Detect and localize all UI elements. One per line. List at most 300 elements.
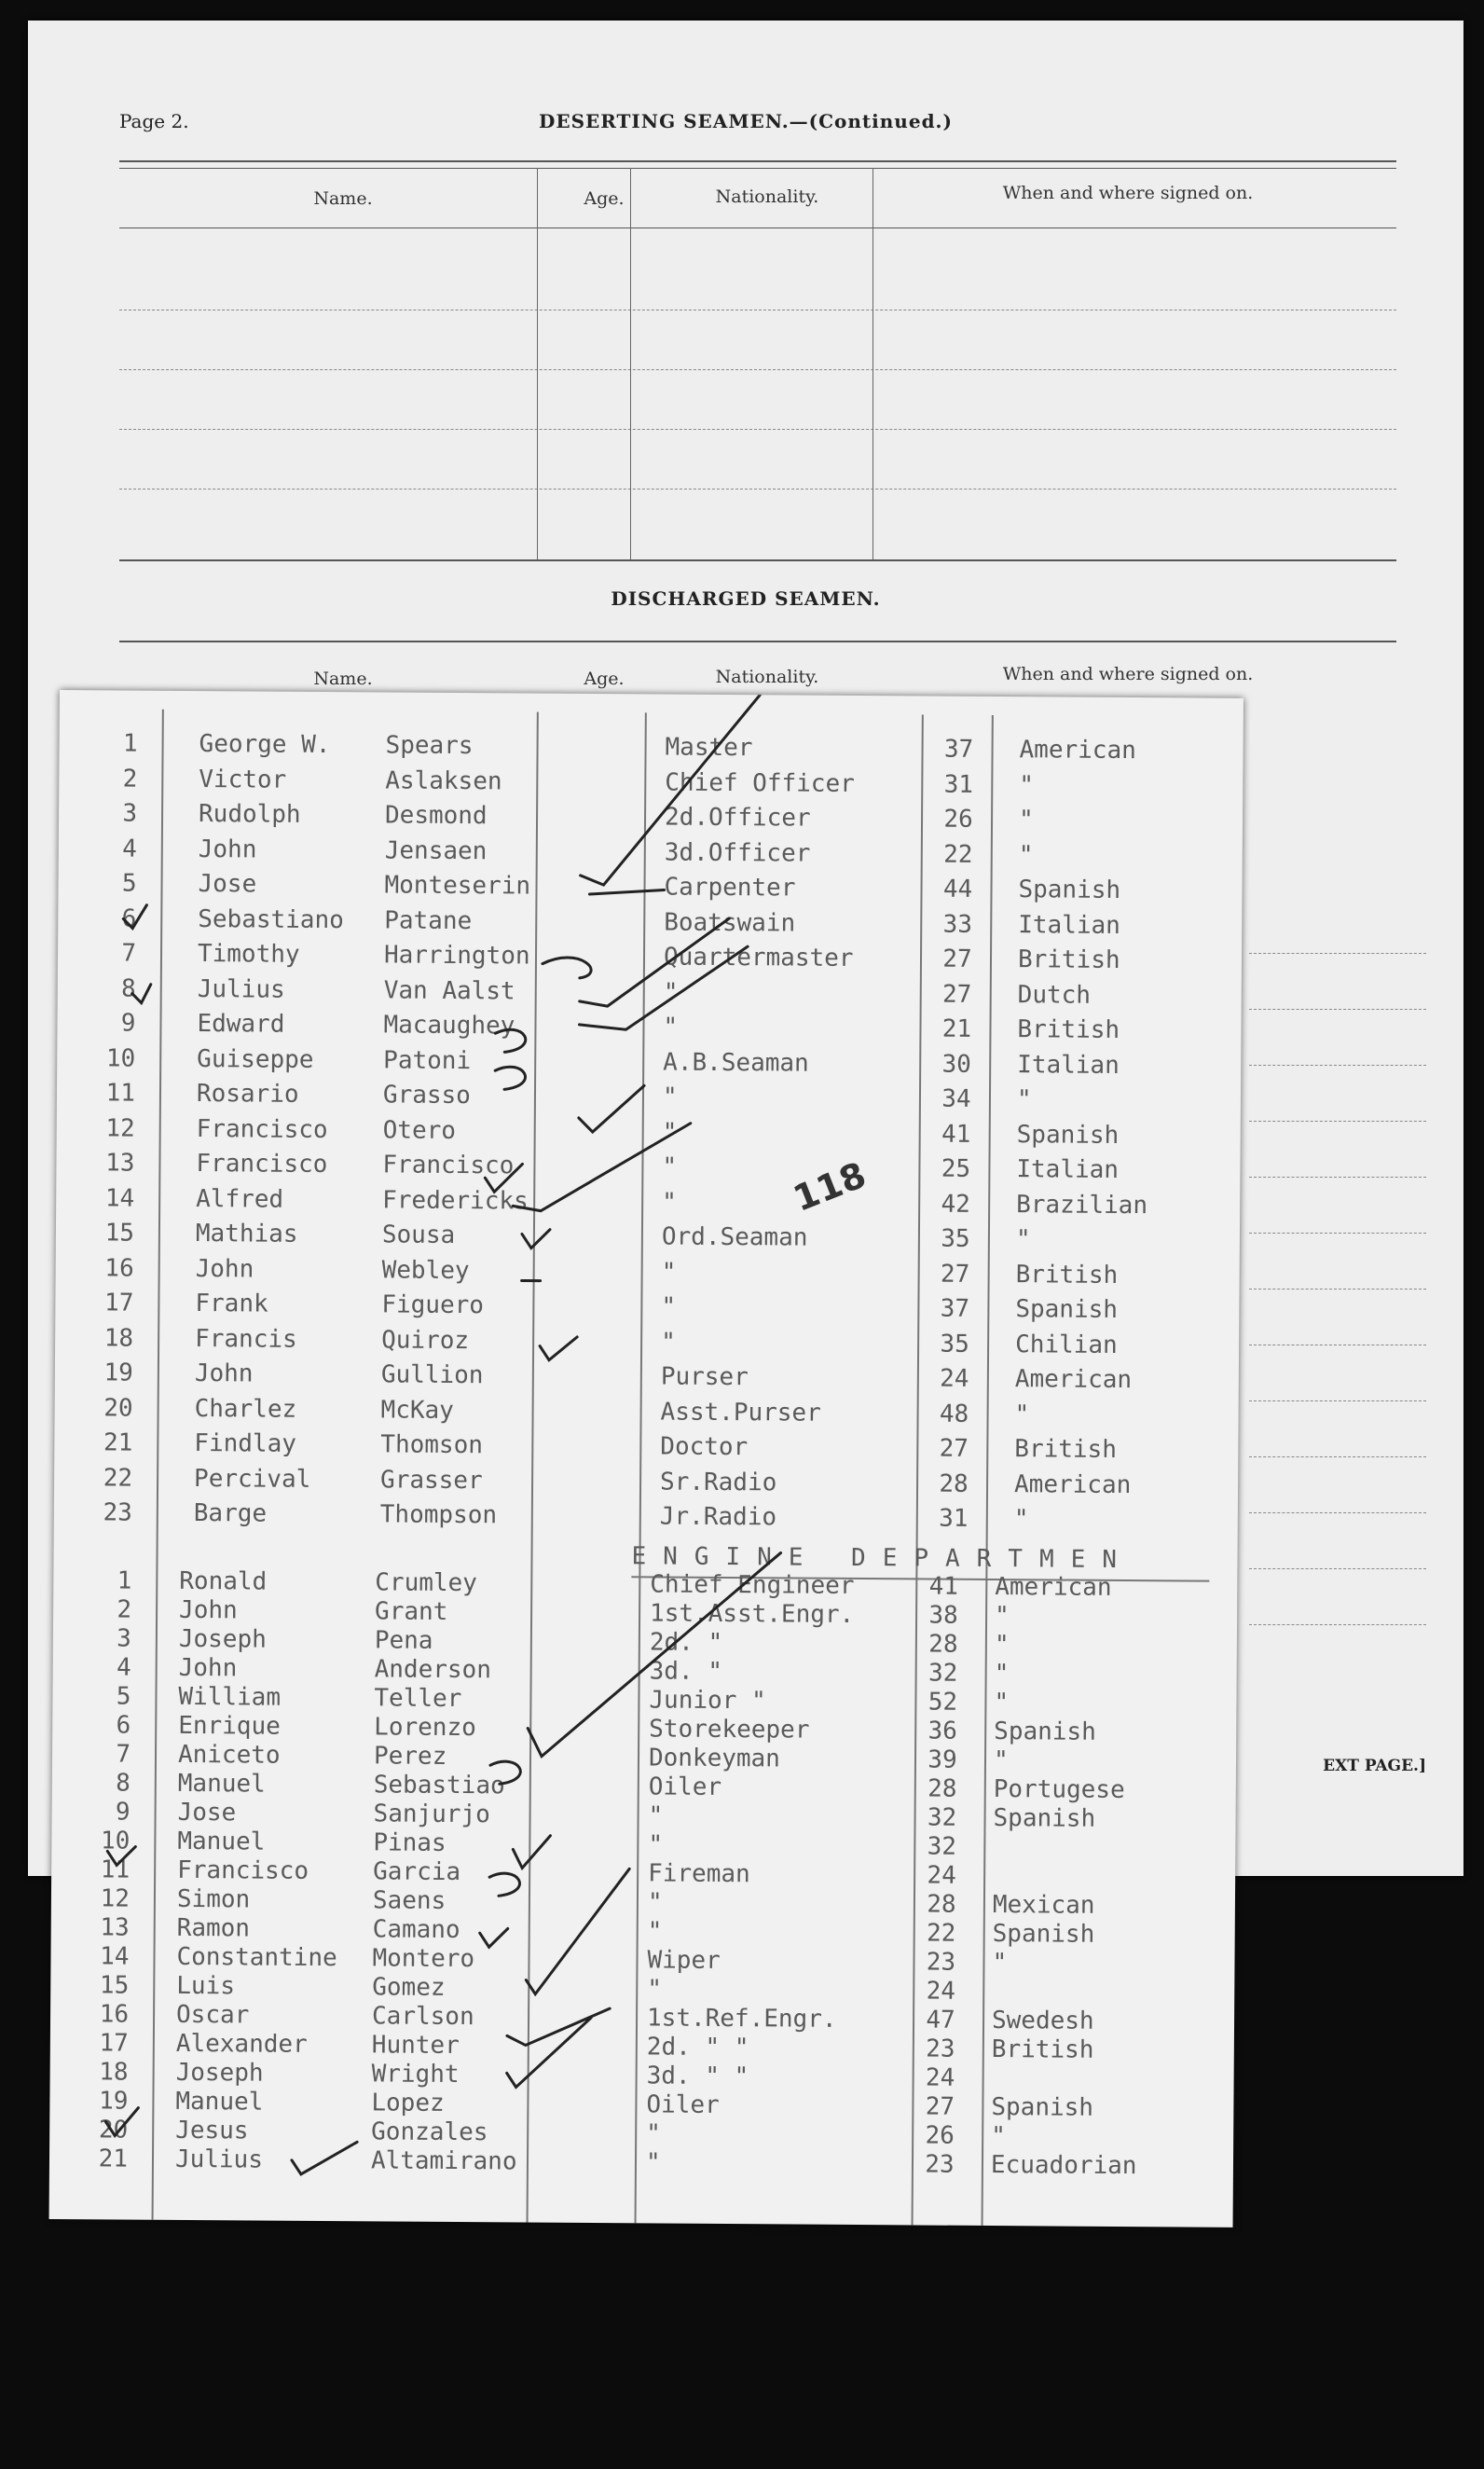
first-name: Percival — [193, 1464, 311, 1494]
first-name: Frank — [195, 1290, 268, 1318]
last-name: Quiroz — [381, 1325, 470, 1355]
last-name: Grasser — [379, 1465, 483, 1495]
rank: Quartermaster — [663, 943, 854, 972]
last-name: Spears — [385, 731, 474, 761]
first-name: Enrique — [178, 1711, 281, 1741]
last-name: Webley — [381, 1255, 470, 1285]
rank: 2d. " " — [646, 2033, 749, 2062]
row-number: 7 — [121, 939, 137, 968]
row-number: 21 — [98, 2145, 129, 2173]
last-name: Pena — [374, 1626, 433, 1655]
row-number: 22 — [103, 1463, 133, 1493]
first-name: Barge — [193, 1499, 268, 1528]
last-name: Altamirano — [370, 2146, 517, 2176]
rank: Oiler — [646, 2090, 720, 2119]
last-name: Sousa — [381, 1221, 456, 1249]
rank: Jr.Radio — [659, 1502, 777, 1532]
rank: 3d. " " — [646, 2062, 749, 2091]
rank: " — [662, 1083, 678, 1111]
last-name: Desmond — [384, 801, 488, 831]
row-number: 17 — [103, 1289, 134, 1317]
crew-row — [55, 1393, 1239, 1429]
col-name: Name. — [313, 188, 373, 209]
last-name: Pinas — [373, 1828, 447, 1857]
row-number: 18 — [99, 2058, 129, 2087]
rank: Junior " — [649, 1686, 766, 1716]
last-name: Francisco — [382, 1151, 515, 1180]
age: 23 — [926, 1948, 956, 1977]
first-name: Edward — [197, 1010, 285, 1039]
last-name: Patane — [384, 905, 473, 935]
first-name: Victor — [199, 765, 287, 794]
first-name: Francis — [195, 1324, 297, 1354]
last-name: Lopez — [371, 2089, 445, 2117]
rank: Chief Engineer — [650, 1570, 855, 1600]
first-name: Julius — [174, 2145, 264, 2174]
nationality: British — [1014, 1435, 1118, 1464]
row-number: 3 — [117, 1624, 132, 1653]
last-name: Van Aalst — [383, 975, 515, 1005]
nationality: Spanish — [992, 1920, 1095, 1949]
last-name: Figuero — [381, 1290, 485, 1320]
first-name: Luis — [176, 1971, 236, 2001]
first-name: Rudolph — [198, 800, 301, 829]
first-name: Constantine — [176, 1942, 337, 1973]
nationality: Spanish — [991, 2093, 1094, 2122]
rank: 2d. " — [649, 1628, 723, 1657]
rank: A.B.Seaman — [663, 1048, 809, 1078]
next-page-note: EXT PAGE.] — [1323, 1757, 1426, 1775]
crew-row — [59, 799, 1243, 835]
crew-row — [56, 1253, 1240, 1290]
first-name: Manuel — [177, 1769, 266, 1799]
age: 24 — [926, 1977, 956, 2006]
row-number: 14 — [100, 1942, 130, 1971]
row-number: 4 — [122, 834, 137, 863]
nationality: Italian — [1018, 910, 1120, 940]
age: 41 — [928, 1572, 959, 1601]
age: 25 — [941, 1154, 971, 1183]
row-number: 17 — [99, 2029, 129, 2058]
age: 21 — [941, 1014, 972, 1043]
nationality: " — [1016, 1085, 1032, 1114]
first-name: Findlay — [194, 1429, 297, 1458]
divider — [537, 168, 538, 559]
col-age: Age. — [584, 669, 625, 689]
rank: " — [648, 1801, 664, 1830]
last-name: Garcia — [373, 1857, 461, 1887]
nationality: Spanish — [994, 1717, 1096, 1746]
nationality: Ecuadorian — [990, 2151, 1137, 2181]
discharged-seamen-title: DISCHARGED SEAMEN. — [611, 587, 881, 610]
engine-department-header: ENGINE DEPARTMEN — [631, 1542, 1134, 1575]
last-name: Anderson — [374, 1655, 492, 1685]
first-name: Aniceto — [177, 1740, 281, 1770]
last-name: Grasso — [382, 1081, 471, 1110]
crew-row — [55, 1323, 1239, 1359]
nationality: " — [1018, 806, 1034, 834]
nationality: Spanish — [1018, 876, 1121, 904]
age: 39 — [928, 1745, 957, 1774]
last-name: Fredericks — [382, 1185, 529, 1216]
crew-row — [55, 1359, 1239, 1395]
rank: " — [647, 1917, 663, 1946]
last-name: Aslaksen — [385, 766, 502, 795]
row-number: 16 — [104, 1253, 134, 1283]
age: 28 — [927, 1890, 956, 1919]
first-name: Guiseppe — [197, 1044, 314, 1074]
dash-line — [1249, 1009, 1426, 1010]
col-signed-on: When and where signed on. — [1002, 664, 1254, 684]
row-number: 19 — [103, 1359, 133, 1387]
first-name: Joseph — [175, 2058, 264, 2088]
row-number: 21 — [103, 1428, 133, 1457]
rule — [119, 160, 1396, 162]
last-name: Thomson — [380, 1430, 484, 1460]
row-number: 15 — [99, 1971, 130, 2000]
row-number: 12 — [100, 1884, 131, 1913]
page-label: Page 2. — [119, 110, 189, 132]
first-name: Francisco — [196, 1114, 328, 1144]
rank: " — [661, 1258, 677, 1287]
col-age: Age. — [584, 188, 625, 209]
age: 24 — [940, 1364, 969, 1393]
row-number: 15 — [104, 1219, 135, 1248]
rank: " — [648, 1830, 664, 1859]
first-name: Alexander — [175, 2029, 308, 2059]
dash-line — [1249, 953, 1426, 954]
dash-line — [1249, 1512, 1426, 1513]
row-number: 8 — [121, 973, 136, 1003]
divider — [630, 168, 631, 559]
last-name: Patoni — [383, 1045, 472, 1075]
age: 27 — [939, 1434, 969, 1463]
rank: " — [663, 978, 679, 1007]
nationality: British — [1017, 945, 1120, 974]
rank: Storekeeper — [649, 1715, 810, 1745]
crew-row — [57, 1043, 1241, 1080]
last-name: Crumley — [375, 1568, 478, 1598]
dash-line — [119, 429, 1396, 430]
dash-line — [1249, 1568, 1426, 1569]
nationality: American — [1014, 1365, 1133, 1395]
dash-line — [1249, 1289, 1426, 1290]
age: 22 — [943, 840, 973, 869]
last-name: Macaughey — [383, 1011, 515, 1041]
row-number: 4 — [116, 1653, 131, 1682]
age: 26 — [943, 805, 973, 834]
rank: " — [646, 2119, 661, 2148]
age: 31 — [943, 770, 974, 799]
first-name: Ronald — [179, 1566, 268, 1596]
age: 26 — [925, 2121, 955, 2150]
first-name: Charlez — [194, 1394, 297, 1424]
rank: Oiler — [648, 1772, 722, 1801]
rank: Boatswain — [664, 908, 796, 938]
age: 47 — [926, 2006, 955, 2035]
age: 27 — [925, 2092, 955, 2121]
crew-row — [56, 1219, 1240, 1255]
nationality: Spanish — [1016, 1120, 1120, 1150]
row-number: 18 — [103, 1323, 134, 1353]
age: 32 — [928, 1659, 958, 1688]
crew-row — [57, 1009, 1241, 1045]
rank: Doctor — [660, 1432, 749, 1462]
first-name: Mathias — [195, 1220, 298, 1248]
first-name: Manuel — [175, 2087, 264, 2117]
rank: 3d. " — [649, 1657, 723, 1686]
row-number: 8 — [116, 1769, 131, 1798]
last-name: Jensaen — [384, 835, 488, 865]
rank: " — [663, 1013, 679, 1041]
nationality: " — [991, 2122, 1006, 2151]
row-number: 14 — [104, 1183, 135, 1213]
nationality: " — [994, 1631, 1010, 1660]
crew-row — [55, 1289, 1239, 1325]
age: 27 — [942, 945, 972, 973]
first-name: John — [194, 1359, 254, 1388]
rank: " — [647, 1975, 663, 2004]
nationality: Mexican — [992, 1891, 1095, 1920]
crew-row — [54, 1463, 1238, 1499]
dash-line — [1249, 1233, 1426, 1234]
col-signed-on: When and where signed on. — [1002, 183, 1254, 203]
crew-row — [58, 973, 1242, 1010]
age: 24 — [925, 2063, 955, 2092]
rank: " — [662, 1118, 678, 1147]
age: 48 — [939, 1400, 969, 1428]
last-name: Thompson — [379, 1500, 498, 1530]
age: 35 — [941, 1224, 970, 1253]
crew-row — [54, 1498, 1238, 1535]
first-name: William — [178, 1682, 282, 1712]
rank: " — [647, 1888, 663, 1917]
crew-row — [58, 869, 1242, 905]
first-name: Rosario — [196, 1080, 299, 1109]
last-name: Hunter — [371, 2031, 460, 2061]
crew-row — [58, 903, 1242, 940]
last-name: Gullion — [380, 1360, 484, 1390]
age: 44 — [942, 875, 973, 903]
age: 32 — [927, 1803, 957, 1832]
nationality: Dutch — [1017, 980, 1092, 1010]
nationality: " — [994, 1660, 1010, 1689]
nationality: " — [1019, 770, 1035, 799]
nationality: " — [993, 1746, 1009, 1775]
age: 28 — [928, 1630, 958, 1659]
age: 37 — [943, 735, 974, 764]
age: 27 — [940, 1260, 970, 1289]
row-number: 20 — [98, 2116, 129, 2145]
rank: " — [662, 1152, 678, 1181]
first-name: Julius — [197, 974, 285, 1004]
nationality: American — [995, 1573, 1112, 1602]
row-number: 9 — [120, 1009, 136, 1038]
rule — [119, 559, 1396, 561]
age: 30 — [941, 1050, 971, 1079]
crew-row — [57, 1113, 1241, 1150]
row-number: 10 — [105, 1043, 136, 1073]
last-name: Montero — [372, 1944, 475, 1974]
rank: Carpenter — [664, 873, 796, 903]
last-name: Gomez — [372, 1973, 446, 2002]
first-name: Alfred — [196, 1184, 284, 1214]
dash-line — [1249, 1456, 1426, 1457]
crew-row — [56, 1183, 1240, 1220]
row-number: 3 — [122, 799, 138, 828]
row-number: 11 — [100, 1855, 131, 1884]
row-number: 7 — [116, 1740, 131, 1769]
rank: Donkeyman — [648, 1744, 781, 1773]
rank: Wiper — [647, 1946, 721, 1975]
first-name: Oscar — [175, 2000, 250, 2030]
age: 35 — [940, 1330, 969, 1359]
rank: " — [661, 1328, 676, 1357]
first-name: Jose — [177, 1798, 237, 1828]
crew-row — [59, 764, 1243, 800]
last-name: Carlson — [371, 2002, 474, 2032]
last-name: Sebastiao — [373, 1771, 505, 1800]
first-name: Francisco — [196, 1150, 328, 1179]
rank: Chief Officer — [665, 768, 855, 798]
first-name: John — [198, 834, 257, 863]
rule — [119, 641, 1396, 642]
first-name: George W. — [199, 730, 331, 760]
age: 28 — [928, 1774, 957, 1803]
first-name: Timothy — [197, 940, 300, 969]
age: 23 — [926, 2035, 955, 2063]
age: 28 — [939, 1469, 969, 1498]
row-number: 9 — [115, 1798, 131, 1827]
nationality: British — [1015, 1260, 1119, 1290]
first-name: John — [195, 1254, 254, 1283]
rank: 1st.Ref.Engr. — [646, 2004, 837, 2034]
nationality: Italian — [1017, 1050, 1120, 1080]
rank: Fireman — [648, 1859, 750, 1889]
rank: Sr.Radio — [659, 1468, 777, 1497]
rank: Purser — [660, 1362, 749, 1392]
last-name: Saens — [372, 1886, 447, 1915]
col-nationality: Nationality. — [715, 667, 819, 687]
rank: " — [661, 1292, 677, 1321]
row-number: 11 — [105, 1079, 136, 1108]
nationality: Spanish — [993, 1804, 1096, 1833]
first-name: Joseph — [178, 1624, 267, 1654]
age: 27 — [941, 980, 972, 1009]
last-name: Gonzales — [371, 2117, 488, 2147]
first-name: Ramon — [176, 1913, 251, 1943]
rank: 2d.Officer — [664, 803, 811, 833]
first-name: Manuel — [177, 1827, 266, 1856]
age: 32 — [927, 1832, 957, 1861]
dash-line — [1249, 1624, 1426, 1625]
last-name: Lorenzo — [374, 1713, 476, 1743]
row-number: 16 — [99, 2000, 130, 2029]
rank: Master — [665, 733, 753, 763]
first-name: Simon — [176, 1884, 251, 1914]
nationality: Brazilian — [1016, 1190, 1148, 1220]
nationality: British — [1017, 1015, 1120, 1044]
last-name: Grant — [375, 1597, 448, 1626]
rank: 1st.Asst.Engr. — [649, 1599, 855, 1629]
age: 41 — [941, 1120, 971, 1149]
dash-line — [119, 369, 1396, 370]
rank: Ord.Seaman — [661, 1222, 808, 1252]
row-number: 20 — [103, 1393, 133, 1423]
last-name: McKay — [380, 1395, 455, 1425]
row-number: 19 — [99, 2087, 129, 2116]
rank: " — [645, 2148, 661, 2177]
age: 33 — [942, 910, 973, 939]
crew-row — [54, 1428, 1238, 1465]
last-name: Teller — [374, 1684, 462, 1714]
rule — [119, 168, 1396, 169]
row-number: 13 — [105, 1149, 135, 1178]
age: 31 — [939, 1504, 969, 1533]
dash-line — [119, 489, 1396, 490]
last-name: Sanjurjo — [373, 1800, 490, 1829]
nationality: " — [992, 1949, 1008, 1978]
crew-row — [56, 1149, 1240, 1185]
deserting-seamen-title: DESERTING SEAMEN.—(Continued.) — [539, 110, 953, 132]
row-number: 13 — [100, 1913, 130, 1942]
crew-list-sheet — [49, 690, 1244, 2228]
nationality: " — [1015, 1225, 1031, 1254]
nationality: Swedesh — [991, 2007, 1094, 2035]
nationality: " — [994, 1602, 1010, 1631]
dash-line — [1249, 1177, 1426, 1178]
nationality: British — [991, 2035, 1094, 2064]
row-number: 2 — [117, 1595, 132, 1624]
age: 37 — [940, 1294, 970, 1323]
first-name: John — [179, 1595, 238, 1625]
age: 38 — [928, 1601, 958, 1630]
first-name: Sebastiano — [198, 904, 344, 934]
first-name: John — [178, 1653, 238, 1683]
row-number: 5 — [116, 1682, 131, 1711]
first-name: Jesus — [175, 2116, 249, 2145]
dash-line — [1249, 1065, 1426, 1066]
last-name: Wright — [371, 2060, 460, 2090]
age: 42 — [941, 1190, 970, 1219]
last-name: Monteserin — [384, 871, 531, 901]
last-name: Camano — [372, 1915, 460, 1945]
col-name: Name. — [313, 669, 373, 689]
row-number: 1 — [117, 1566, 132, 1595]
crew-row — [57, 1079, 1241, 1115]
row-number: 10 — [100, 1827, 131, 1855]
crew-row — [59, 834, 1243, 870]
nationality: Italian — [1016, 1155, 1120, 1184]
crew-row — [58, 939, 1242, 975]
row-number: 2 — [122, 764, 138, 793]
rank: 3d.Officer — [664, 838, 811, 868]
col-nationality: Nationality. — [715, 186, 819, 207]
row-number: 12 — [105, 1113, 135, 1143]
age: 36 — [928, 1717, 957, 1745]
first-name: Jose — [198, 870, 257, 899]
age: 22 — [926, 1919, 956, 1948]
row-number: 23 — [103, 1498, 132, 1527]
nationality: American — [1019, 736, 1136, 766]
nationality: " — [1014, 1400, 1030, 1428]
dash-line — [1249, 1121, 1426, 1122]
rank: Asst.Purser — [660, 1398, 821, 1428]
nationality: " — [994, 1689, 1010, 1717]
row-number: 6 — [121, 903, 137, 933]
last-name: Harrington — [383, 941, 530, 971]
last-name: Perez — [373, 1742, 447, 1771]
